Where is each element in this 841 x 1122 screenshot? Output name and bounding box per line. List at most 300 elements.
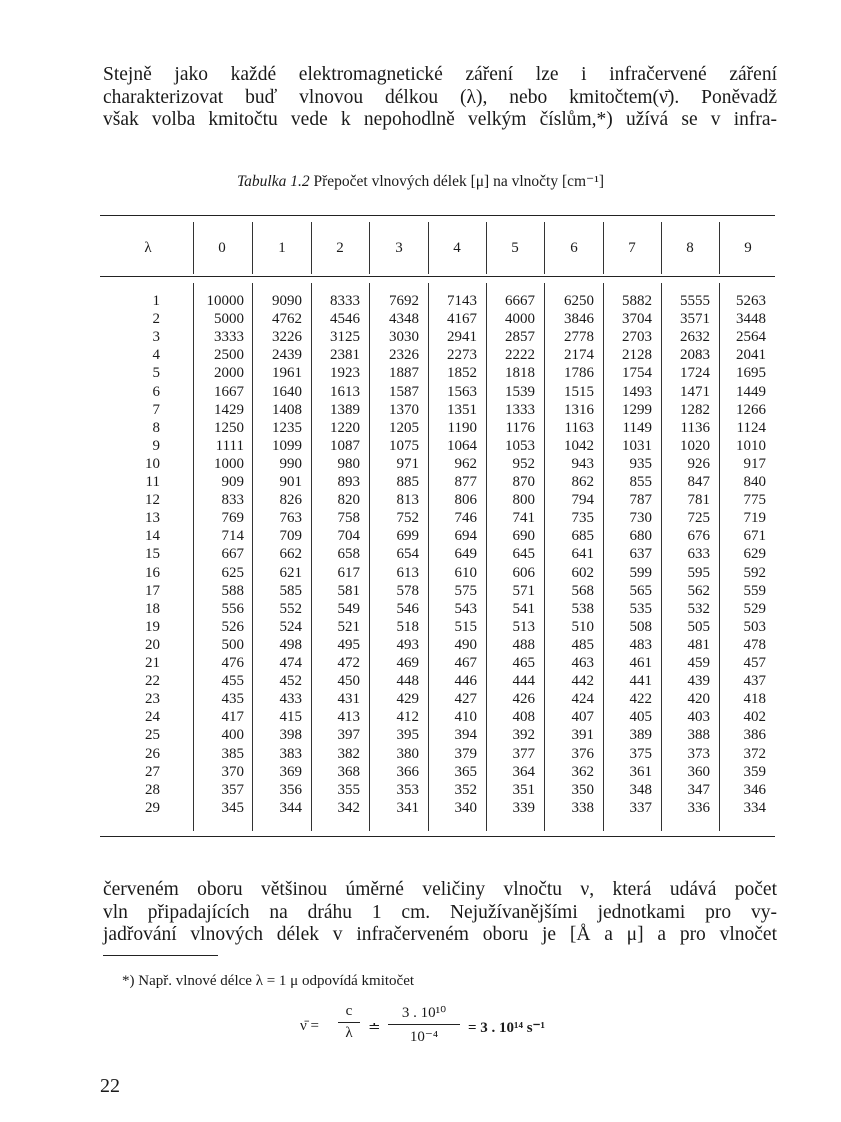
table-cell: 629 — [743, 546, 766, 563]
table-cell: 493 — [396, 636, 419, 653]
text-line: červeném oboru většinou úměrné veličiny vlnočtu ν, která udává počet — [103, 879, 777, 900]
table-cell: 990 — [279, 455, 302, 472]
table-cell: 877 — [454, 474, 477, 490]
table-cell: 559 — [743, 582, 766, 599]
table-cell: 568 — [571, 582, 594, 599]
table-cell: 2857 — [505, 329, 535, 346]
formula-lhs: ν̄ = — [300, 1018, 319, 1034]
table-cell: 413 — [337, 709, 360, 726]
table-cell: 508 — [629, 618, 652, 635]
table-cell: 465 — [512, 655, 535, 671]
table-cell: 6250 — [564, 293, 594, 309]
table-cell: 405 — [629, 709, 652, 726]
table-cell: 341 — [396, 799, 419, 816]
table-cell: 2222 — [505, 347, 535, 364]
table-cell: 338 — [571, 799, 594, 816]
table-cell: 617 — [337, 564, 360, 581]
table-cell: 437 — [743, 673, 766, 690]
table-cell: 2941 — [447, 329, 477, 346]
table-cell: 1020 — [680, 437, 710, 454]
table-cell: 806 — [454, 492, 477, 509]
table-cell: 3030 — [389, 329, 419, 346]
table-cell: 1299 — [622, 401, 652, 418]
row-label: 2 — [152, 311, 160, 328]
table-cell: 704 — [337, 528, 360, 545]
table-cell: 763 — [279, 510, 302, 527]
table-cell: 552 — [279, 600, 302, 617]
page-number: 22 — [100, 1075, 120, 1097]
formula-approx: ≐ — [368, 1020, 381, 1036]
table-cell: 3704 — [622, 311, 652, 328]
table-bottom-rule — [100, 836, 775, 837]
footnote-formula — [300, 1003, 660, 1063]
column-header: 7 — [628, 240, 636, 256]
table-cell: 658 — [337, 546, 360, 563]
formula-fraction-2 — [388, 1003, 460, 1046]
table-cell: 366 — [396, 763, 419, 780]
table-cell: 518 — [396, 618, 419, 635]
table-cell: 433 — [279, 691, 302, 708]
intro-paragraph — [103, 64, 777, 132]
row-label: 3 — [152, 329, 160, 346]
table-cell: 1449 — [736, 383, 766, 400]
frac1-denominator: λ — [345, 1025, 353, 1041]
table-cell: 395 — [396, 727, 419, 744]
table-cell: 346 — [743, 781, 766, 798]
table-cell: 730 — [629, 510, 652, 527]
table-cell: 546 — [396, 600, 419, 617]
table-cell: 971 — [396, 455, 419, 472]
table-cell: 1539 — [505, 383, 535, 400]
table-cell: 1923 — [330, 365, 360, 382]
table-cell: 1408 — [272, 401, 302, 418]
table-cell: 2778 — [564, 329, 594, 346]
table-cell: 781 — [687, 492, 710, 509]
row-label: 23 — [145, 691, 160, 708]
table-cell: 699 — [396, 528, 419, 545]
table-cell: 426 — [512, 691, 535, 708]
table-cell: 690 — [512, 528, 535, 545]
table-cell: 345 — [221, 799, 244, 816]
table-cell: 1190 — [447, 419, 477, 436]
table-cell: 472 — [337, 655, 360, 671]
table-cell: 917 — [743, 455, 766, 472]
text-line: Stejně jako každé elektromagnetické záření lze i infračervené záření — [103, 64, 777, 85]
column-header: 5 — [511, 240, 519, 256]
table-cell: 415 — [279, 709, 302, 726]
table-cell: 344 — [279, 799, 302, 816]
frac2-numerator: 3 . 10¹⁰ — [401, 1005, 447, 1021]
table-cell: 339 — [512, 799, 535, 816]
text-line: však volba kmitočtu vede k nepohodlně velkým číslům,*) užívá se v infra- — [103, 109, 777, 130]
table-cell: 2564 — [736, 329, 766, 346]
table-cell: 2083 — [680, 347, 710, 364]
table-cell: 735 — [571, 510, 594, 527]
table-cell: 588 — [221, 582, 244, 599]
column-divider — [719, 222, 720, 274]
table-cell: 532 — [687, 600, 710, 617]
table-cell: 463 — [571, 655, 594, 671]
table-cell: 407 — [571, 709, 594, 726]
row-label: 16 — [145, 564, 160, 581]
table-cell: 526 — [221, 618, 244, 635]
table-cell: 357 — [221, 781, 244, 798]
table-cell: 474 — [279, 655, 302, 671]
table-cell: 1563 — [447, 383, 477, 400]
table-cell: 1351 — [447, 401, 477, 418]
row-label: 22 — [145, 673, 160, 690]
table-cell: 667 — [221, 546, 244, 563]
column-divider — [369, 222, 370, 274]
table-cell: 9090 — [272, 293, 302, 309]
table-cell: 1163 — [564, 419, 594, 436]
table-cell: 400 — [221, 727, 244, 744]
body-paragraph — [103, 879, 777, 947]
table-cell: 1754 — [622, 365, 652, 382]
table-cell: 1235 — [272, 419, 302, 436]
table-cell: 535 — [629, 600, 652, 617]
table-cell: 342 — [337, 799, 360, 816]
table-cell: 412 — [396, 709, 419, 726]
table-cell: 334 — [743, 799, 766, 816]
table-cell: 3226 — [272, 329, 302, 346]
column-header: 4 — [453, 240, 461, 256]
table-cell: 5555 — [680, 293, 710, 309]
table-cell: 935 — [629, 455, 652, 472]
row-label: 17 — [145, 582, 160, 599]
table-cell: 457 — [743, 655, 766, 671]
table-cell: 439 — [687, 673, 710, 690]
column-divider — [428, 222, 429, 274]
row-label: 26 — [145, 745, 160, 762]
row-label: 25 — [145, 727, 160, 744]
table-cell: 490 — [454, 636, 477, 653]
table-cell: 385 — [221, 745, 244, 762]
table-cell: 885 — [396, 474, 419, 490]
table-cell: 746 — [454, 510, 477, 527]
column-divider — [193, 222, 194, 274]
table-cell: 962 — [454, 455, 477, 472]
table-cell: 476 — [221, 655, 244, 671]
column-divider — [603, 222, 604, 274]
table-cell: 469 — [396, 655, 419, 671]
row-label: 11 — [145, 474, 160, 490]
table-cell: 649 — [454, 546, 477, 563]
formula-result: = 3 . 10¹⁴ s⁻¹ — [468, 1020, 546, 1036]
column-divider — [486, 222, 487, 274]
table-cell: 2000 — [214, 365, 244, 382]
table-cell: 909 — [221, 474, 244, 490]
table-cell: 581 — [337, 582, 360, 599]
table-cell: 1149 — [622, 419, 652, 436]
column-header: 6 — [570, 240, 578, 256]
footnote-divider — [103, 955, 218, 956]
table-cell: 610 — [454, 564, 477, 581]
table-cell: 3448 — [736, 311, 766, 328]
table-cell: 6667 — [505, 293, 535, 309]
table-cell: 498 — [279, 636, 302, 653]
table-cell: 1010 — [736, 437, 766, 454]
row-label: 7 — [152, 401, 160, 418]
text-line: jadřování vlnových délek v infračerveném oboru je [Å a μ] a pro vlnočet — [103, 924, 777, 945]
table-cell: 741 — [512, 510, 535, 527]
table-cell: 461 — [629, 655, 652, 671]
table-cell: 571 — [512, 582, 535, 599]
table-cell: 442 — [571, 673, 594, 690]
table-cell: 340 — [454, 799, 477, 816]
table-cell: 2439 — [272, 347, 302, 364]
table-cell: 1087 — [330, 437, 360, 454]
table-cell: 680 — [629, 528, 652, 545]
table-cell: 392 — [512, 727, 535, 744]
table-cell: 645 — [512, 546, 535, 563]
row-label: 10 — [145, 455, 160, 472]
table-cell: 575 — [454, 582, 477, 599]
table-cell: 2128 — [622, 347, 652, 364]
table-cell: 353 — [396, 781, 419, 798]
row-label: 12 — [145, 492, 160, 509]
table-cell: 348 — [629, 781, 652, 798]
column-header: 9 — [744, 240, 752, 256]
table-cell: 538 — [571, 600, 594, 617]
table-cell: 714 — [221, 528, 244, 545]
table-cell: 775 — [743, 492, 766, 509]
table-cell: 375 — [629, 745, 652, 762]
table-cell: 1667 — [214, 383, 244, 400]
table-cell: 2041 — [736, 347, 766, 364]
table-cell: 391 — [571, 727, 594, 744]
table-cell: 478 — [743, 636, 766, 653]
table-cell: 389 — [629, 727, 652, 744]
table-cell: 769 — [221, 510, 244, 527]
table-cell: 380 — [396, 745, 419, 762]
table-cell: 394 — [454, 727, 477, 744]
table-cell: 4762 — [272, 311, 302, 328]
table-cell: 3846 — [564, 311, 594, 328]
table-cell: 870 — [512, 474, 535, 490]
row-label: 8 — [152, 419, 160, 436]
table-cell: 369 — [279, 763, 302, 780]
table-cell: 709 — [279, 528, 302, 545]
table-cell: 360 — [687, 763, 710, 780]
row-label: 29 — [145, 799, 160, 816]
column-divider — [311, 222, 312, 274]
table-cell: 606 — [512, 564, 535, 581]
row-label: 15 — [145, 546, 160, 563]
table-cell: 352 — [454, 781, 477, 798]
table-cell: 633 — [687, 546, 710, 563]
table-cell: 450 — [337, 673, 360, 690]
table-cell: 980 — [337, 455, 360, 472]
table-cell: 372 — [743, 745, 766, 762]
table-caption — [0, 172, 841, 191]
row-label: 20 — [145, 636, 160, 653]
table-cell: 441 — [629, 673, 652, 690]
table-cell: 510 — [571, 618, 594, 635]
table-cell: 361 — [629, 763, 652, 780]
column-header: 1 — [278, 240, 286, 256]
table-cell: 637 — [629, 546, 652, 563]
text-line: charakterizovat buď vlnovou délkou (λ), nebo kmitočtem(ν̄). Poněvadž — [103, 86, 777, 108]
table-cell: 3571 — [680, 311, 710, 328]
table-cell: 1493 — [622, 383, 652, 400]
table-cell: 529 — [743, 600, 766, 617]
table-cell: 1786 — [564, 365, 594, 382]
table-cell: 435 — [221, 691, 244, 708]
table-cell: 3333 — [214, 329, 244, 346]
table-cell: 424 — [571, 691, 594, 708]
frac2-denominator: 10⁻⁴ — [409, 1029, 439, 1045]
table-cell: 565 — [629, 582, 652, 599]
column-divider — [252, 222, 253, 274]
table-cell: 459 — [687, 655, 710, 671]
table-cell: 383 — [279, 745, 302, 762]
table-cell: 503 — [743, 618, 766, 635]
table-cell: 794 — [571, 492, 594, 509]
table-cell: 685 — [571, 528, 594, 545]
table-cell: 351 — [512, 781, 535, 798]
table-cell: 2632 — [680, 329, 710, 346]
table-cell: 373 — [687, 745, 710, 762]
row-header-lambda: λ — [144, 240, 152, 256]
table-cell: 855 — [629, 474, 652, 490]
table-cell: 1282 — [680, 401, 710, 418]
table-cell: 1031 — [622, 437, 652, 454]
table-cell: 5882 — [622, 293, 652, 309]
table-cell: 2273 — [447, 347, 477, 364]
table-cell: 347 — [687, 781, 710, 798]
table-cell: 1515 — [564, 383, 594, 400]
table-cell: 362 — [571, 763, 594, 780]
table-cell: 1220 — [330, 419, 360, 436]
table-caption-text: Přepočet vlnových délek [μ] na vlnočty [cm⁻¹] — [313, 173, 605, 190]
column-divider — [544, 222, 545, 274]
row-label: 18 — [145, 600, 160, 617]
table-cell: 613 — [396, 564, 419, 581]
row-label: 4 — [152, 347, 160, 364]
table-cell: 1266 — [736, 401, 766, 418]
table-cell: 926 — [687, 455, 710, 472]
table-cell: 676 — [687, 528, 710, 545]
table-cell: 1640 — [272, 383, 302, 400]
table-cell: 422 — [629, 691, 652, 708]
table-cell: 355 — [337, 781, 360, 798]
table-cell: 893 — [337, 474, 360, 490]
table-cell: 1471 — [680, 383, 710, 400]
table-cell: 5263 — [736, 293, 766, 309]
table-cell: 1429 — [214, 401, 244, 418]
table-cell: 397 — [337, 727, 360, 744]
table-cell: 1205 — [389, 419, 419, 436]
row-label: 13 — [145, 510, 160, 527]
table-cell: 481 — [687, 636, 710, 653]
table-cell: 4167 — [447, 311, 477, 328]
table-cell: 1136 — [680, 419, 710, 436]
table-cell: 337 — [629, 799, 652, 816]
frac1-numerator: c — [345, 1003, 353, 1019]
table-cell: 1000 — [214, 455, 244, 472]
table-cell: 524 — [279, 618, 302, 635]
table-cell: 488 — [512, 636, 535, 653]
table-cell: 379 — [454, 745, 477, 762]
table-cell: 578 — [396, 582, 419, 599]
row-label: 1 — [152, 293, 160, 309]
table-cell: 1099 — [272, 437, 302, 454]
table-cell: 452 — [279, 673, 302, 690]
table-cell: 350 — [571, 781, 594, 798]
table-cell: 752 — [396, 510, 419, 527]
table-cell: 671 — [743, 528, 766, 545]
row-label: 28 — [145, 781, 160, 798]
table-cell: 725 — [687, 510, 710, 527]
table-cell: 585 — [279, 582, 302, 599]
table-cell: 625 — [221, 564, 244, 581]
table-cell: 952 — [512, 455, 535, 472]
table-cell: 386 — [743, 727, 766, 744]
table-cell: 410 — [454, 709, 477, 726]
footnote-text: *) Např. vlnové délce λ = 1 μ odpovídá kmitočet — [122, 973, 415, 989]
column-header: 2 — [336, 240, 344, 256]
table-cell: 7692 — [389, 293, 419, 309]
table-cell: 377 — [512, 745, 535, 762]
column-header: 3 — [395, 240, 403, 256]
table-cell: 1587 — [389, 383, 419, 400]
table-cell: 1961 — [272, 365, 302, 382]
table-cell: 1887 — [389, 365, 419, 382]
table-cell: 370 — [221, 763, 244, 780]
table-cell: 826 — [279, 492, 302, 509]
table-cell: 359 — [743, 763, 766, 780]
table-cell: 1053 — [505, 437, 535, 454]
table-cell: 5000 — [214, 311, 244, 328]
table-cell: 1613 — [330, 383, 360, 400]
table-cell: 1124 — [736, 419, 766, 436]
table-cell: 429 — [396, 691, 419, 708]
row-label: 14 — [145, 528, 160, 545]
table-cell: 1333 — [505, 401, 535, 418]
table-cell: 388 — [687, 727, 710, 744]
table-cell: 1818 — [505, 365, 535, 382]
table-cell: 758 — [337, 510, 360, 527]
table-cell: 1250 — [214, 419, 244, 436]
column-header: 8 — [686, 240, 694, 256]
table-cell: 833 — [221, 492, 244, 509]
row-label: 5 — [152, 365, 160, 382]
table-cell: 621 — [279, 564, 302, 581]
table-cell: 515 — [454, 618, 477, 635]
table-cell: 1111 — [215, 437, 244, 454]
table-cell: 408 — [512, 709, 535, 726]
table-cell: 448 — [396, 673, 419, 690]
table-cell: 382 — [337, 745, 360, 762]
table-cell: 543 — [454, 600, 477, 617]
table-cell: 10000 — [206, 293, 244, 309]
table-cell: 1075 — [389, 437, 419, 454]
table-cell: 599 — [629, 564, 652, 581]
table-cell: 467 — [454, 655, 477, 671]
table-cell: 402 — [743, 709, 766, 726]
table-cell: 483 — [629, 636, 652, 653]
table-cell: 862 — [571, 474, 594, 490]
table-cell: 500 — [221, 636, 244, 653]
table-cell: 336 — [687, 799, 710, 816]
table-caption-label: Tabulka 1.2 — [236, 173, 310, 190]
table-cell: 521 — [337, 618, 360, 635]
table-cell: 398 — [279, 727, 302, 744]
column-header: 0 — [218, 240, 226, 256]
row-label: 19 — [145, 618, 160, 635]
table-cell: 1176 — [505, 419, 535, 436]
